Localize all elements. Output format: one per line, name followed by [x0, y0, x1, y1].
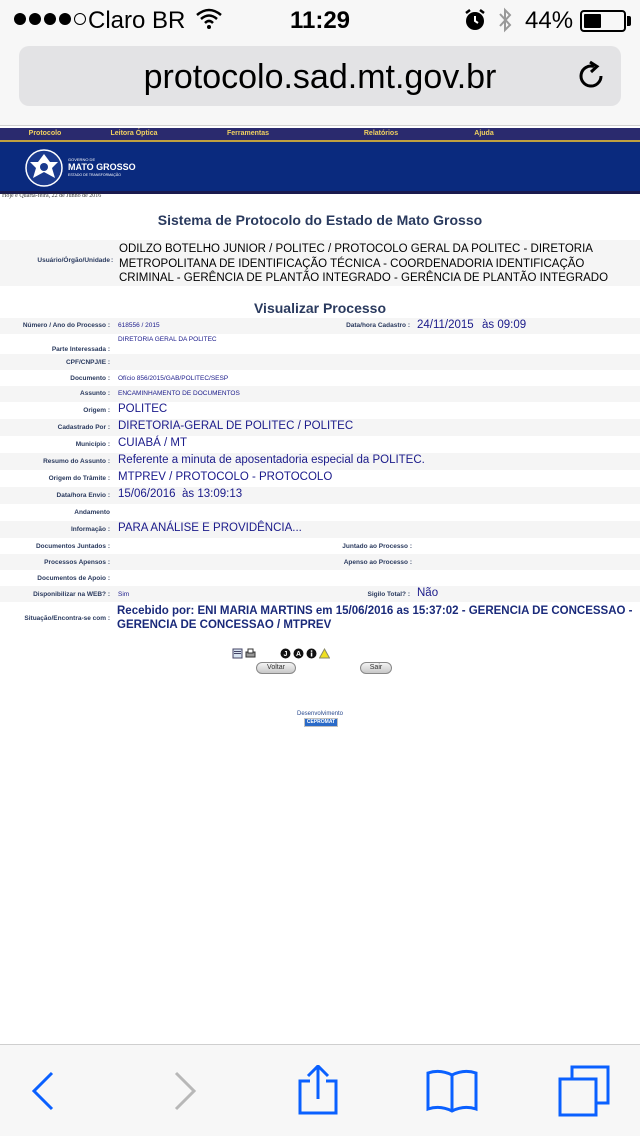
juntado-ao-label: Juntado ao Processo :: [342, 543, 412, 550]
document-icon[interactable]: [232, 648, 243, 659]
developer-label: Desenvolvimento: [296, 711, 344, 717]
row-apoio: [0, 570, 640, 586]
section-title: Visualizar Processo: [253, 300, 387, 316]
svg-text:J: J: [283, 651, 288, 658]
menu-item-leitora-optica[interactable]: Leitora Óptica: [110, 130, 158, 137]
documento-value: Ofício 856/2015/GAB/POLITEC/SESP: [118, 375, 229, 382]
data-envio-date: 15/06/2016: [118, 488, 176, 500]
web-value: Sim: [118, 591, 130, 598]
user-value: ODILZO BOTELHO JUNIOR / POLITEC / PROTOCOLO GERAL DA POLITEC - DIRETORIA METROPOLITANA DE IDENTIFICAÇÃO TÉCNICA - COORDENADORIA IDENTIFICAÇÃO CRIMINAL - GERÊNCIA DE PLANTÃO INTEGRADO - GERÊNCIA DE PLANTÃO INTEGRADO: [119, 243, 609, 284]
row-juntados: [0, 538, 640, 554]
forward-icon[interactable]: [158, 1065, 210, 1117]
assunto-label: Assunto :: [80, 390, 110, 397]
andamento-label: Andamento: [74, 509, 110, 516]
header-banner: [0, 142, 640, 194]
cpf-label: CPF/CNPJ/IE :: [65, 359, 110, 366]
menu-item-relatorios[interactable]: Relatórios: [363, 130, 399, 137]
data-cadastro-time: às 09:09: [482, 319, 527, 331]
web-label: Disponibilizar na WEB? :: [33, 591, 110, 598]
address-bar[interactable]: [19, 46, 621, 106]
parte-label: Parte Interessada :: [51, 346, 110, 353]
alarm-icon: [463, 8, 487, 32]
juntados-label: Documentos Juntados :: [35, 543, 110, 550]
resumo-value: Referente a minuta de aposentadoria especial da POLITEC.: [118, 454, 425, 466]
data-cadastro-label: Data/hora Cadastro :: [346, 322, 410, 329]
parte-value: DIRETORIA GERAL DA POLITEC: [118, 336, 217, 343]
browser-url-area: [0, 40, 640, 126]
situacao-value: Recebido por: ENI MARIA MARTINS em 15/06/2016 as 15:37:02 - GERENCIA DE CONCESSAO - GERENCIA DE CONCESSAO / MTPREV: [117, 605, 633, 631]
cadastrado-value: DIRETORIA-GERAL DE POLITEC / POLITEC: [118, 420, 354, 432]
row-origem-tramite: [0, 470, 640, 487]
row-andamento: [0, 504, 640, 521]
tabs-icon[interactable]: [558, 1065, 610, 1117]
logo-caption: GOVERNO DE: [68, 157, 96, 162]
print-icon[interactable]: [245, 648, 256, 659]
origem-tramite-value: MTPREV / PROTOCOLO - PROTOCOLO: [118, 471, 333, 483]
municipio-label: Município :: [75, 441, 110, 448]
menu-item-ajuda[interactable]: Ajuda: [474, 130, 494, 137]
menu-item-protocolo[interactable]: Protocolo: [28, 130, 62, 137]
sair-button[interactable]: Sair: [360, 662, 392, 674]
warning-icon[interactable]: [319, 648, 330, 659]
voltar-button[interactable]: Voltar: [256, 662, 296, 674]
row-cadastrado: [0, 419, 640, 436]
cadastrado-label: Cadastrado Por :: [57, 424, 110, 431]
row-resumo: [0, 453, 640, 470]
apenso-ao-label: Apenso ao Processo :: [343, 559, 412, 566]
informacao-label: Informação :: [70, 526, 110, 533]
j-icon[interactable]: [280, 648, 291, 659]
bookmarks-icon[interactable]: [426, 1065, 478, 1117]
row-web: [0, 586, 640, 602]
web-page: [0, 126, 640, 1044]
row-data-envio: [0, 487, 640, 504]
developer-logo: CEPROMAT: [304, 718, 338, 727]
browser-toolbar: [0, 1044, 640, 1136]
row-apensos: [0, 554, 640, 570]
resumo-label: Resumo do Assunto :: [43, 458, 110, 465]
assunto-value: ENCAMINHAMENTO DE DOCUMENTOS: [118, 390, 240, 397]
clock: 11:29: [289, 7, 351, 34]
origem-tramite-label: Origem do Trâmite :: [48, 475, 110, 482]
sigilo-value: Não: [417, 587, 439, 599]
reload-icon[interactable]: [575, 60, 607, 92]
battery-percent: 44%: [525, 7, 574, 34]
row-origem: [0, 402, 640, 419]
row-cpf: [0, 354, 640, 370]
url-text[interactable]: protocolo.sad.mt.gov.br: [143, 58, 497, 96]
numero-label: Número / Ano do Processo :: [22, 322, 110, 329]
row-documento: [0, 370, 640, 386]
back-icon[interactable]: [18, 1065, 70, 1117]
documento-label: Documento :: [70, 375, 110, 382]
municipio-value: CUIABÁ / MT: [118, 437, 188, 449]
action-icons: [232, 648, 330, 659]
svg-text:A: A: [295, 651, 302, 658]
data-cadastro-date: 24/11/2015: [417, 319, 474, 331]
battery-icon: [580, 10, 626, 32]
carrier-name: Claro BR: [88, 7, 186, 34]
system-title: Sistema de Protocolo do Estado de Mato Grosso: [157, 212, 483, 228]
user-info-row: Usuário/Órgão/Unidade : ODILZO BOTELHO JUNIOR / POLITEC / PROTOCOLO GERAL DA POLITEC - DIRETORIA METROPOLITANA DE IDENTIFICAÇÃO TÉCNICA - COORDENADORIA IDENTIFICAÇÃO CRIMINAL - GERÊNCIA DE PLANTÃO INTEGRADO - GERÊNCIA DE PLANTÃO INTEGRADO: [0, 240, 640, 286]
data-envio-label: Data/hora Envio :: [56, 492, 110, 499]
row-numero: [0, 318, 640, 334]
share-icon[interactable]: [292, 1065, 344, 1117]
apensos-label: Processos Apensos :: [44, 559, 110, 566]
top-menu: [0, 128, 640, 142]
situacao-label: Situação/Encontra-se com :: [24, 615, 110, 622]
row-assunto: [0, 386, 640, 402]
sigilo-label: Sigilo Total? :: [367, 591, 410, 598]
info-icon[interactable]: [306, 648, 317, 659]
bluetooth-icon: [497, 7, 513, 33]
origem-value: POLITEC: [118, 403, 168, 415]
state-emblem-icon: [24, 148, 64, 188]
logo-subtitle: ESTADO DE TRANSFORMAÇÃO: [68, 173, 121, 177]
apoio-label: Documentos de Apoio :: [37, 575, 110, 582]
data-envio-time: às 13:09:13: [182, 488, 243, 500]
status-bar: [0, 0, 640, 40]
current-date: Hoje é Quarta-feira, 22 de Junho de 2016: [2, 193, 102, 199]
row-informacao: [0, 521, 640, 538]
menu-item-ferramentas[interactable]: Ferramentas: [226, 130, 270, 137]
logo-title: MATO GROSSO: [68, 162, 136, 172]
numero-value: 618556 / 2015: [118, 322, 160, 329]
row-municipio: [0, 436, 640, 453]
informacao-value: PARA ANÁLISE E PROVIDÊNCIA...: [118, 522, 302, 534]
user-label: Usuário/Órgão/Unidade: [37, 257, 110, 264]
a-icon[interactable]: [293, 648, 304, 659]
origem-label: Origem :: [83, 407, 110, 414]
